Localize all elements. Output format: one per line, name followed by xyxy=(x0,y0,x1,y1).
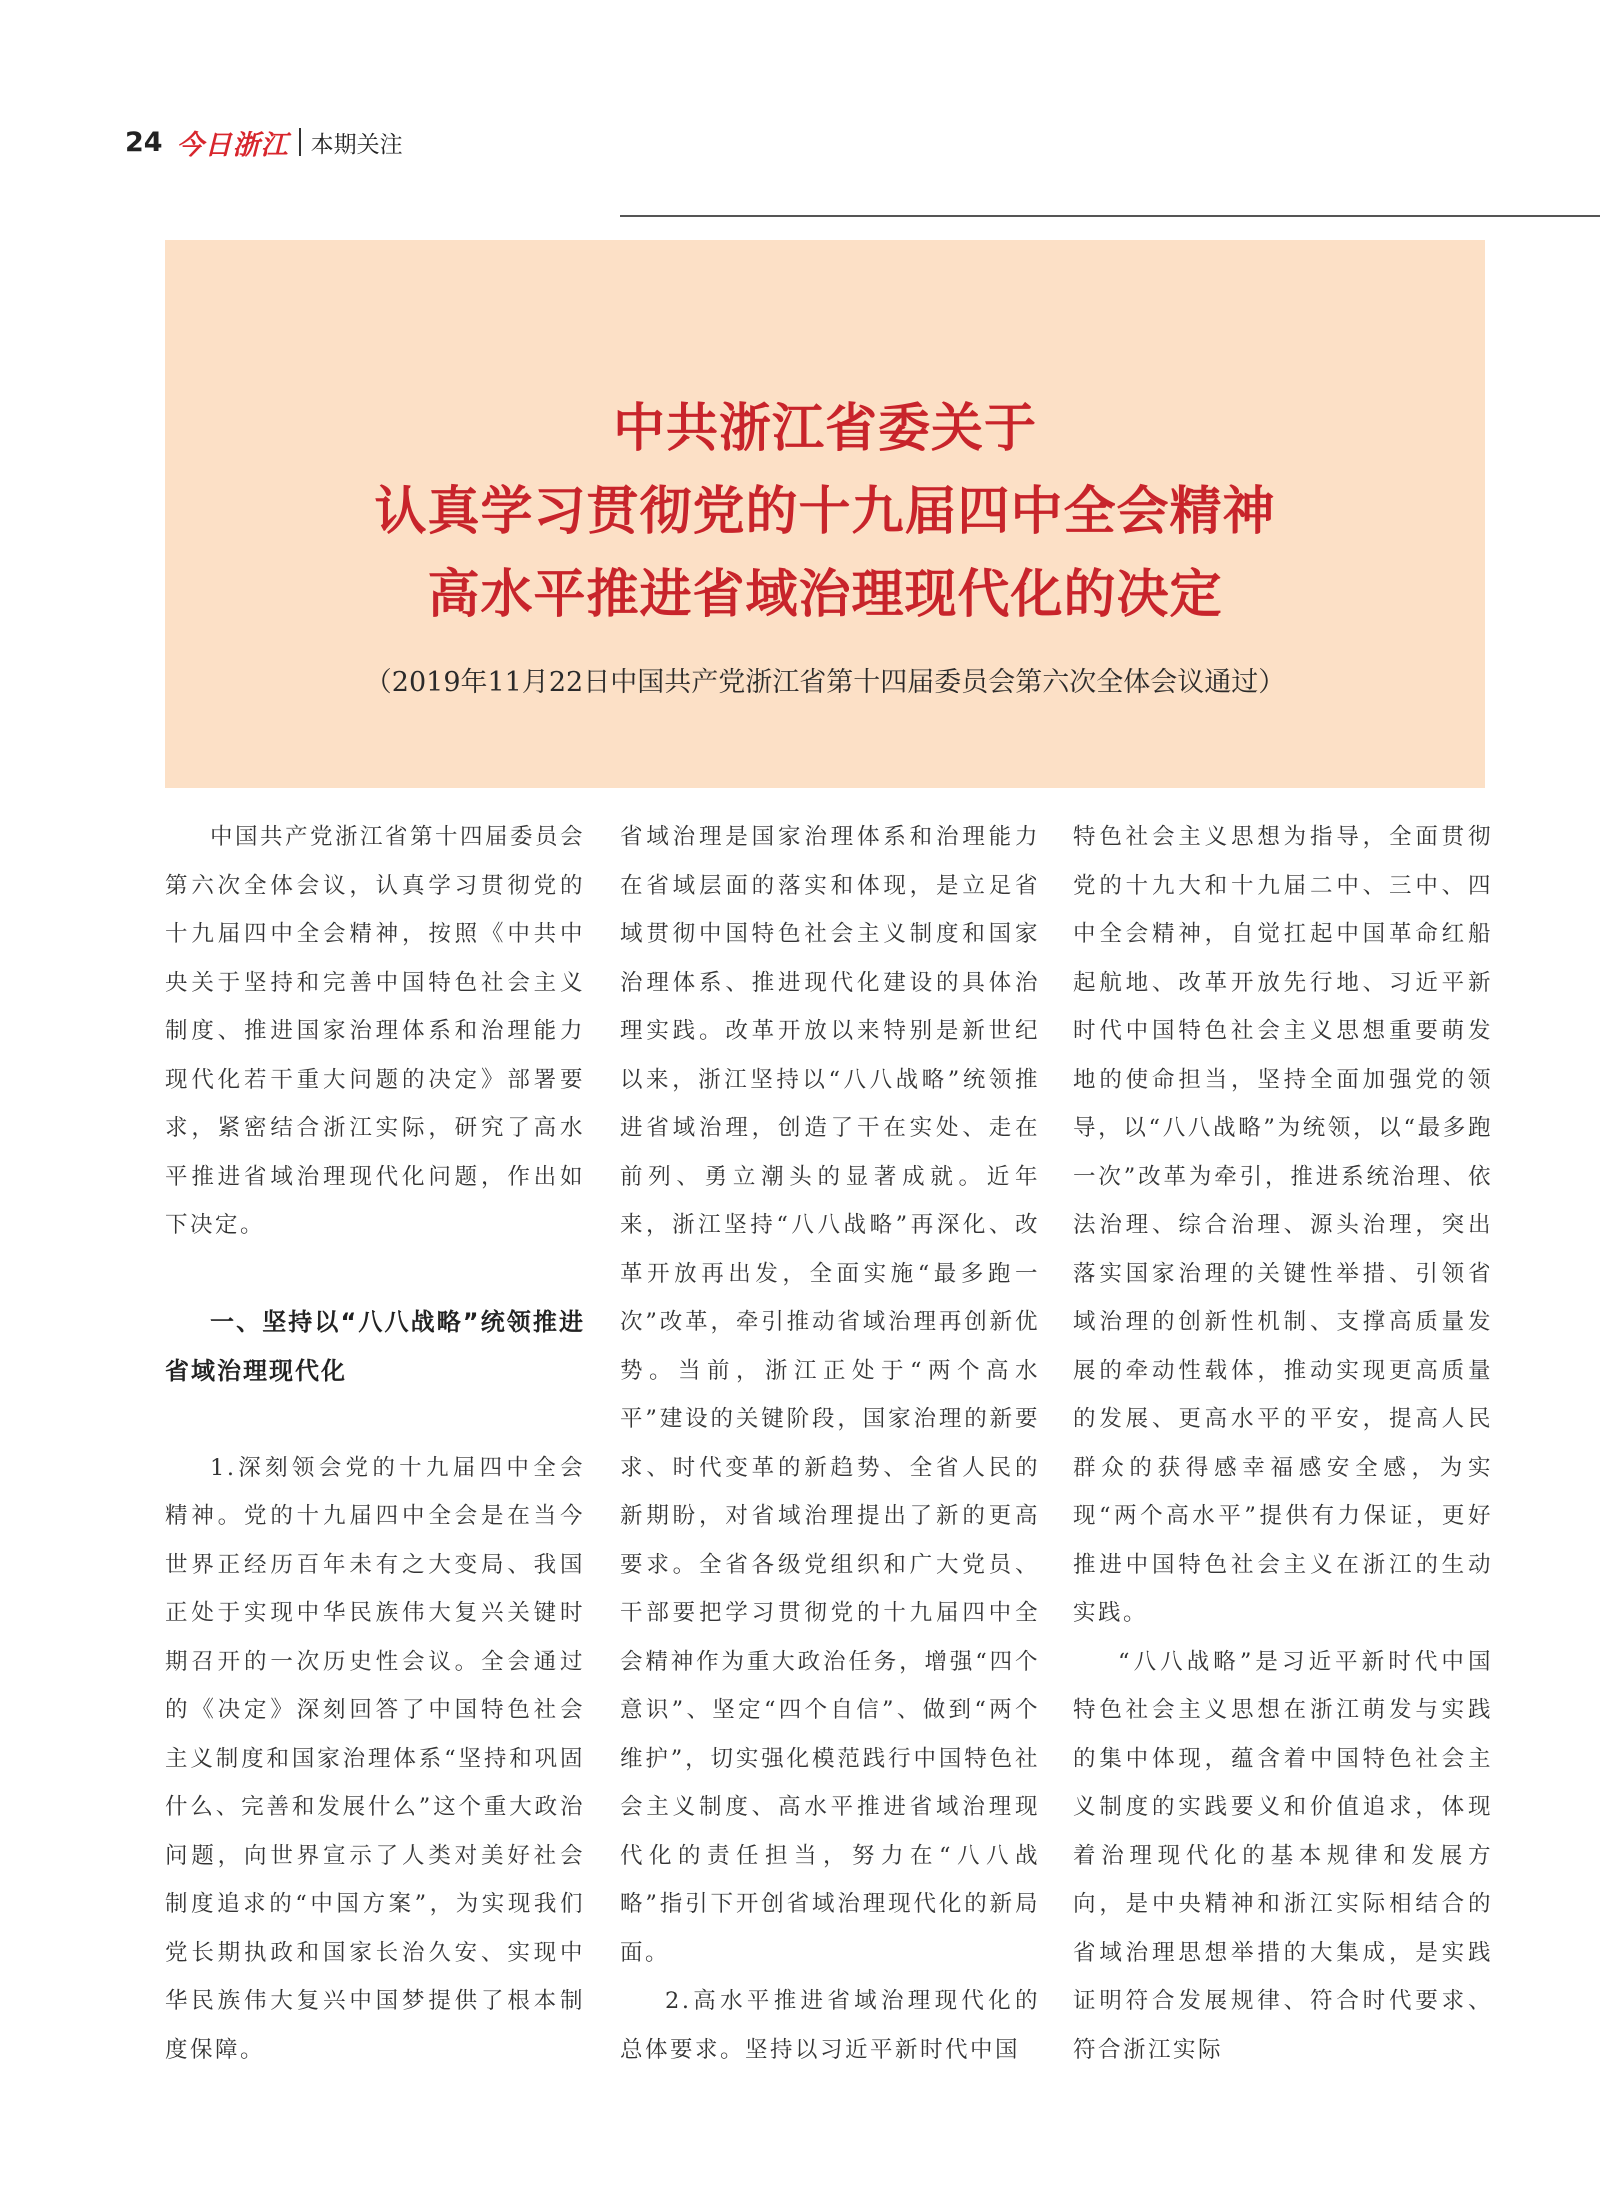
column-3 xyxy=(1073,813,1493,2074)
title-banner xyxy=(165,240,1485,788)
paragraph: 2.高水平推进省域治理现代化的总体要求。坚持以习近平新时代中国 xyxy=(620,1988,1040,2063)
top-rule xyxy=(620,215,1600,217)
paragraph: “八八战略”是习近平新时代中国特色社会主义思想在浙江萌发与实践的集中体现，蕴含着中国特色社会主义制度的实践要义和价值追求，体现着治理现代化的基本规律和发展方向，是中央精神和浙江实际相结合的省域治理思想举措的大集成，是实践证明符合发展规律、符合时代要求、符合浙江实际 xyxy=(1073,1648,1493,2063)
intro-paragraph: 中国共产党浙江省第十四届委员会第六次全体会议，认真学习贯彻党的十九届四中全会精神，按照《中共中央关于坚持和完善中国特色社会主义制度、推进国家治理体系和治理能力现代化若干重大问题的决定》部署要求，紧密结合浙江实际，研究了高水平推进省域治理现代化问题，作出如下决定。 xyxy=(165,824,586,1238)
section-name: 本期关注 xyxy=(310,131,403,158)
column-1 xyxy=(165,813,585,2074)
column-2 xyxy=(620,813,1040,2074)
page-header xyxy=(125,122,403,162)
title-line-2: 认真学习贯彻党的十九届四中全会精神 xyxy=(374,481,1276,542)
paragraph: 1.深刻领会党的十九届四中全会精神。党的十九届四中全会是在当今世界正经历百年未有之大变局、我国正处于实现中华民族伟大复兴关键时期召开的一次历史性会议。全会通过的《决定》深刻回答了中国特色社会主义制度和国家治理体系“坚持和巩固什么、完善和发展什么”这个重大政治问题，向世界宣示了人类对美好社会制度追求的“中国方案”，为实现我们党长期执政和国家长治久安、实现中华民族伟大复兴中国梦提供了根本制度保障。 xyxy=(165,1454,585,2063)
title-line-3: 高水平推进省域治理现代化的决定 xyxy=(427,564,1223,625)
article-title xyxy=(165,387,1485,636)
title-line-1: 中共浙江省委关于 xyxy=(612,398,1037,459)
magazine-logo: 今日浙江 xyxy=(176,129,289,161)
paragraph: 省域治理是国家治理体系和治理能力在省域层面的落实和体现，是立足省域贯彻中国特色社会主义制度和国家治理体系、推进现代化建设的具体治理实践。改革开放以来特别是新世纪以来，浙江坚持以“八八战略”统领推进省域治理，创造了干在实处、走在前列、勇立潮头的显著成就。近年来，浙江坚持“八八战略”再深化、改革开放再出发，全面实施“最多跑一次”改革，牵引推动省域治理再创新优势。当前，浙江正处于“两个高水平”建设的关键阶段，国家治理的新要求、时代变革的新趋势、全省人民的新期盼，对省域治理提出了新的更高要求。全省各级党组织和广大党员、干部要把学习贯彻党的十九届四中全会精神作为重大政治任务，增强“四个意识”、坚定“四个自信”、做到“两个维护”，切实强化模范践行中国特色社会主义制度、高水平推进省域治理现代化的责任担当，努力在“八八战略”指引下开创省域治理现代化的新局面。 xyxy=(620,824,1040,1966)
article-subtitle: （2019年11月22日中国共产党浙江省第十四届委员会第六次全体会议通过） xyxy=(364,667,1286,698)
paragraph: 特色社会主义思想为指导，全面贯彻党的十九大和十九届二中、三中、四中全会精神，自觉扛起中国革命红船起航地、改革开放先行地、习近平新时代中国特色社会主义思想重要萌发地的使命担当，坚持全面加强党的领导，以“八八战略”为统领，以“最多跑一次”改革为牵引，推进系统治理、依法治理、综合治理、源头治理，突出落实国家治理的关键性举措、引领省域治理的创新性机制、支撑高质量发展的牵动性载体，推动实现更高质量的发展、更高水平的平安，提高人民群众的获得感幸福感安全感，为实现“两个高水平”提供有力保证，更好推进中国特色社会主义在浙江的生动实践。 xyxy=(1073,824,1493,1626)
header-divider xyxy=(299,128,301,156)
section-heading-1: 一、坚持以“八八战略”统领推进省域治理现代化 xyxy=(165,1308,585,1385)
page-number: 24 xyxy=(125,126,163,158)
